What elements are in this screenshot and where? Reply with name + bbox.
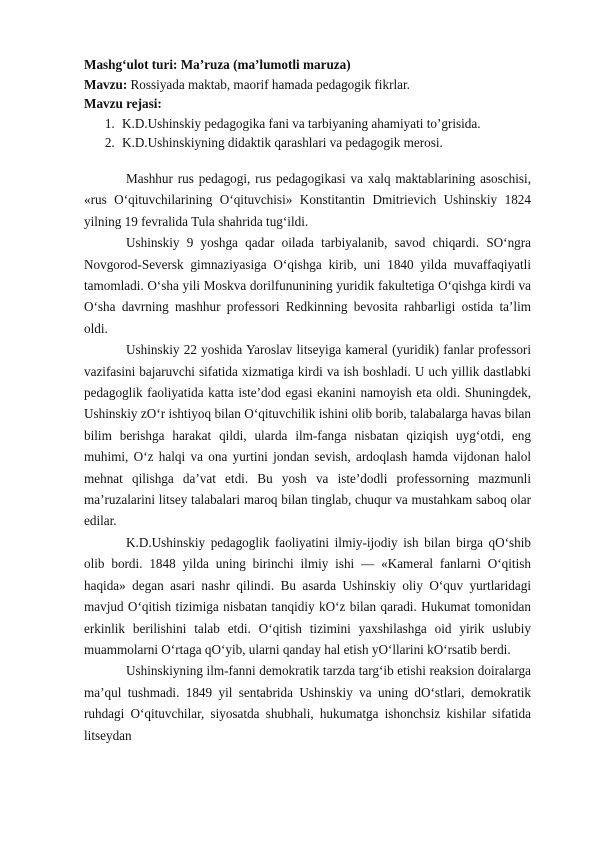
plan-item: 2. K.D.Ushinskiyning didaktik qarashlari va pedagogik merosi. bbox=[118, 133, 531, 153]
section-spacer bbox=[84, 153, 531, 168]
topic-text: Rossiyada maktab, maorif hamada pedagogik fikrlar. bbox=[127, 76, 410, 92]
topic-plan-list bbox=[84, 114, 531, 153]
lesson-type-heading: Mashg‘ulot turi: Ma’ruza (ma’lumotli maruza) bbox=[84, 57, 351, 72]
plan-label: Mavzu rejasi: bbox=[84, 96, 162, 112]
body-paragraph: Mashhur rus pedagogi, rus pedagogikasi va xalq maktablarining asoschisi, «rus O‘qituvchilarining O‘qituvchisi» Konstitantin Dmitrievich Ushinskiy 1824 yilning 19 fevralida Tula shahrida tug‘ildi. bbox=[84, 170, 531, 229]
topic-label: Mavzu: bbox=[84, 76, 128, 92]
body-paragraph: Ushinskiy 9 yoshga qadar oilada tarbiyalanib, savod chiqardi. SO‘ngra Novgorod-Seversk gimnaziyasiga O‘qishga kirib, uni 1840 yilda muvaffaqiyatli tamomladi. O‘sha yili Moskva dorilfununining yuridik fakultetiga O‘qishga kirdi va O‘sha davrning mashhur professori Redkinning bevosita rahbarligi ostida ta’lim oldi. bbox=[84, 235, 531, 336]
body-paragraph: K.D.Ushinskiy pedagoglik faoliyatini ilmiy-ijodiy ish bilan birga qO‘shib olib bordi. 1848 yilda uning birinchi ilmiy ishi — «Kameral fanlarni O‘qitish haqida» degan asari nashr qilindi. Bu asarda Ushinskiy oliy O‘quv yurtlaridagi mavjud O‘qitish tizimiga nisbatan tanqidiy kO‘z bilan qaradi. Hukumat tomonidan erkinlik berilishini talab etdi. O‘qitish tizimini yaxshilashga oid yirik uslubiy muammolarni O‘rtaga qO‘yib, ularni qanday hal etish yO‘llarini kO‘rsatib berdi. bbox=[84, 534, 531, 657]
document-page bbox=[84, 55, 531, 746]
body-paragraph: Ushinskiy 22 yoshida Yaroslav litseyiga kameral (yuridik) fanlar professori vazifasini bajaruvchi sifatida xizmatiga kirdi va ish boshladi. U uch yillik dastlabki pedagoglik faoliyatida katta iste’dod egasi ekanini namoyish eta oldi. Shuningdek, Ushinskiy zO‘r ishtiyoq bilan O‘qituvchilik ishini olib borib, talabalarga havas bilan bilim berishga harakat qildi, ularda ilm-fanga nisbatan qiziqish uyg‘otdi, eng muhimi, O‘z halqi va ona yurtini jondan sevish, ardoqlash hamda vijdonan halol mehnat qilishga da’vat etdi. Bu yosh va iste’dodli professorning mazmunli ma’ruzalarini litsey talabalari maroq bilan tinglab, chuqur va mustahkam saboq olar edilar. bbox=[84, 342, 531, 529]
topic-line bbox=[84, 75, 531, 95]
body-paragraph: Ushinskiyning ilm-fanni demokratik tarzda targ‘ib etishi reaksion doiralarga ma’qul tushmadi. 1849 yil sentabrida Ushinskiy va uning dO‘stlari, demokratik ruhdagi O‘qituvchilar, siyosatda shubhali, hukumatga ishonchsiz kishilar sifatida litseydan bbox=[84, 663, 531, 743]
plan-item: 1. K.D.Ushinskiy pedagogika fani va tarbiyaning ahamiyati to’grisida. bbox=[118, 114, 531, 134]
